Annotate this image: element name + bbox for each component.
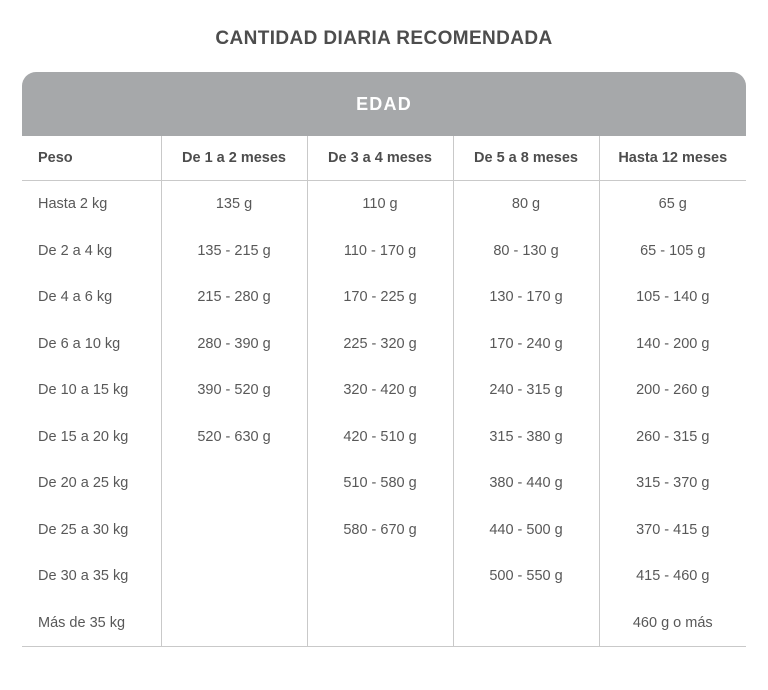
cell-amount: 520 - 630 g: [161, 414, 307, 461]
cell-amount: 460 g o más: [632, 614, 713, 631]
table-row: [22, 228, 746, 275]
cell-amount: 80 - 130 g: [453, 228, 599, 275]
cell-amount: 415 - 460 g: [636, 568, 710, 585]
age-header-band: [22, 72, 746, 136]
row-weight-label: Hasta 2 kg: [22, 181, 161, 228]
cell-amount: 370 - 415 g: [636, 521, 710, 538]
row-weight-label: Más de 35 kg: [22, 600, 161, 647]
cell-amount: 65 g: [658, 196, 687, 213]
row-weight-label: De 20 a 25 kg: [22, 460, 161, 507]
cell-amount: 320 - 420 g: [307, 367, 453, 414]
column-header-5-8-months: De 5 a 8 meses: [453, 136, 599, 181]
cell-amount: [161, 553, 307, 600]
row-weight-label: De 10 a 15 kg: [22, 367, 161, 414]
cell-amount: 380 - 440 g: [453, 460, 599, 507]
cell-amount: 440 - 500 g: [453, 507, 599, 554]
cell-amount: 170 - 240 g: [453, 321, 599, 368]
column-header-1-2-months: De 1 a 2 meses: [161, 136, 307, 181]
cell-amount: 510 - 580 g: [307, 460, 453, 507]
table-row: [22, 181, 746, 228]
column-header-3-4-months: De 3 a 4 meses: [307, 136, 453, 181]
cell-amount: 130 - 170 g: [453, 274, 599, 321]
cell-amount: 110 - 170 g: [307, 228, 453, 275]
table-row: [22, 414, 746, 461]
table-row: [22, 321, 746, 368]
row-weight-label: De 30 a 35 kg: [22, 553, 161, 600]
cell-amount: 420 - 510 g: [307, 414, 453, 461]
cell-amount: 215 - 280 g: [161, 274, 307, 321]
cell-amount: 240 - 315 g: [453, 367, 599, 414]
cell-amount: 225 - 320 g: [307, 321, 453, 368]
cell-amount: 135 - 215 g: [161, 228, 307, 275]
table-row: [22, 600, 746, 647]
cell-amount: 105 - 140 g: [636, 289, 710, 306]
table-row: [22, 274, 746, 321]
cell-amount: 580 - 670 g: [307, 507, 453, 554]
feeding-table: [22, 72, 746, 647]
column-header-weight: Peso: [22, 136, 161, 181]
recommended-amounts-table: [22, 136, 746, 646]
page-title: CANTIDAD DIARIA RECOMENDADA: [215, 28, 553, 49]
table-row: [22, 367, 746, 414]
cell-amount: [161, 460, 307, 507]
row-weight-label: De 15 a 20 kg: [22, 414, 161, 461]
cell-amount: 280 - 390 g: [161, 321, 307, 368]
row-weight-label: De 4 a 6 kg: [22, 274, 161, 321]
row-weight-label: De 2 a 4 kg: [22, 228, 161, 275]
cell-amount: 315 - 370 g: [636, 475, 710, 492]
cell-amount: [307, 553, 453, 600]
cell-amount: 390 - 520 g: [161, 367, 307, 414]
cell-amount: 65 - 105 g: [640, 242, 706, 259]
table-bottom-divider: [22, 646, 746, 647]
cell-amount: 260 - 315 g: [636, 428, 710, 445]
table-row: [22, 553, 746, 600]
cell-amount: 315 - 380 g: [453, 414, 599, 461]
cell-amount: 80 g: [453, 181, 599, 228]
cell-amount: [307, 600, 453, 647]
row-weight-label: De 25 a 30 kg: [22, 507, 161, 554]
row-weight-label: De 6 a 10 kg: [22, 321, 161, 368]
cell-amount: 500 - 550 g: [453, 553, 599, 600]
cell-amount: 135 g: [161, 181, 307, 228]
column-header-up-to-12-months: Hasta 12 meses: [599, 136, 746, 181]
cell-amount: 170 - 225 g: [307, 274, 453, 321]
table-header-row: [22, 136, 746, 181]
cell-amount: 110 g: [307, 181, 453, 228]
cell-amount: 200 - 260 g: [636, 382, 710, 399]
cell-amount: 140 - 200 g: [636, 335, 710, 352]
table-row: [22, 460, 746, 507]
cell-amount: [161, 600, 307, 647]
cell-amount: [453, 600, 599, 647]
table-row: [22, 507, 746, 554]
age-header-label: EDAD: [356, 93, 412, 114]
cell-amount: [161, 507, 307, 554]
